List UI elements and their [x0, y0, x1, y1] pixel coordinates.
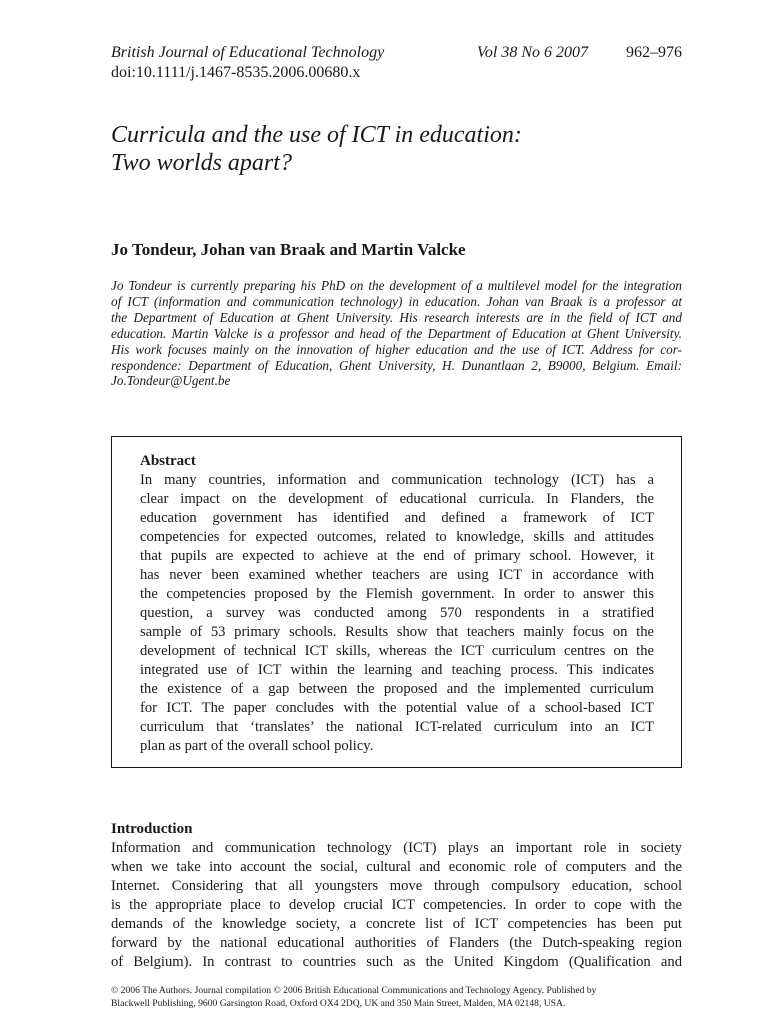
abstract-line: for ICT. The paper concludes with the potential value of a school-based ICT: [140, 700, 654, 716]
footer-line: © 2006 The Authors. Journal compilation © 2006 British Educational Communications and Technology Agency. Published by: [111, 985, 597, 996]
introduction-heading: Introduction: [111, 821, 193, 837]
title-line: Curricula and the use of ICT in education:: [111, 122, 522, 148]
page-range: 962–976: [626, 44, 682, 61]
affiliation-line: of ICT (information and communication technology) in education. Johan van Braak is a professor at: [111, 293, 682, 309]
abstract-line: curriculum that ‘translates’ the national ICT-related curriculum into an ICT: [140, 719, 654, 735]
abstract-line: competencies for expected outcomes, related to knowledge, skills and attitudes: [140, 529, 654, 545]
introduction-line: when we take into account the social, cultural and economic role of computers and the: [111, 859, 682, 875]
author-list: Jo Tondeur, Johan van Braak and Martin Valcke: [111, 240, 466, 259]
volume-issue: Vol 38 No 6 2007: [476, 44, 588, 61]
abstract-line: clear impact on the development of educational curricula. In Flanders, the: [140, 491, 654, 507]
journal-name: British Journal of Educational Technology: [111, 44, 385, 61]
introduction-line: of Belgium). In contrast to countries such as the United Kingdom (Qualification and: [111, 954, 682, 970]
abstract-line: education government has identified and defined a framework of ICT: [140, 510, 654, 526]
abstract-text: [140, 471, 654, 756]
affiliation-line: respondence: Department of Education, Ghent University, H. Dunantlaan 2, B9000, Belgium. Email:: [111, 357, 682, 373]
introduction-line: Internet. Considering that all youngsters move through compulsory education, school: [111, 878, 682, 894]
affiliation-line: the Department of Education at Ghent University. His research interests are in the field of ICT and: [111, 309, 682, 325]
affiliation-line: His work focuses mainly on the innovation of higher education and the use of ICT. Address for cor-: [111, 341, 682, 357]
abstract-heading: Abstract: [140, 453, 196, 469]
introduction-line: is the appropriate place to develop crucial ICT competencies. In order to cope with the: [111, 897, 682, 913]
introduction-line: Information and communication technology (ICT) plays an important role in society: [111, 840, 682, 856]
running-head: [111, 43, 682, 83]
introduction-line: forward by the national educational authorities of Flanders (the Dutch-speaking region: [111, 935, 682, 951]
affiliation-email: Jo.Tondeur@Ugent.be: [111, 373, 231, 389]
footer-line: Blackwell Publishing, 9600 Garsington Road, Oxford OX4 2DQ, UK and 350 Main Street, Malden, MA 02148, USA.: [111, 998, 566, 1009]
author-affiliation: [111, 278, 682, 389]
introduction-text: [111, 839, 682, 972]
abstract-box: [111, 436, 682, 768]
doi: doi:10.1111/j.1467-8535.2006.00680.x: [111, 64, 361, 81]
abstract-line: integrated use of ICT within the learning and teaching process. This indicates: [140, 662, 654, 678]
abstract-line: the existence of a gap between the proposed and the implemented curriculum: [140, 681, 654, 697]
abstract-line: has never been examined whether teachers are using ICT in accordance with: [140, 567, 654, 583]
abstract-line: development of technical ICT skills, whereas the ICT curriculum centres on the: [140, 643, 654, 659]
abstract-line: plan as part of the overall school policy.: [140, 738, 374, 754]
introduction-section: [111, 820, 682, 972]
abstract-line: that pupils are expected to achieve at the end of primary school. However, it: [140, 548, 654, 564]
abstract-line: question, a survey was conducted among 570 respondents in a stratified: [140, 605, 654, 621]
affiliation-line: education. Martin Valcke is a professor and head of the Department of Education at Ghent University.: [111, 325, 682, 341]
abstract-line: In many countries, information and communication technology (ICT) has a: [140, 472, 654, 488]
article-page: [111, 0, 682, 1024]
article-title: [111, 121, 682, 177]
copyright-footer: [111, 984, 682, 1010]
title-line: Two worlds apart?: [111, 150, 292, 176]
abstract-line: the competencies proposed by the Flemish government. In order to answer this: [140, 586, 654, 602]
introduction-line: demands of the knowledge society, a concrete list of ICT competencies has been put: [111, 916, 682, 932]
abstract-line: sample of 53 primary schools. Results show that teachers mainly focus on the: [140, 624, 654, 640]
affiliation-line: Jo Tondeur is currently preparing his PhD on the development of a multilevel model for the integration: [111, 278, 682, 293]
